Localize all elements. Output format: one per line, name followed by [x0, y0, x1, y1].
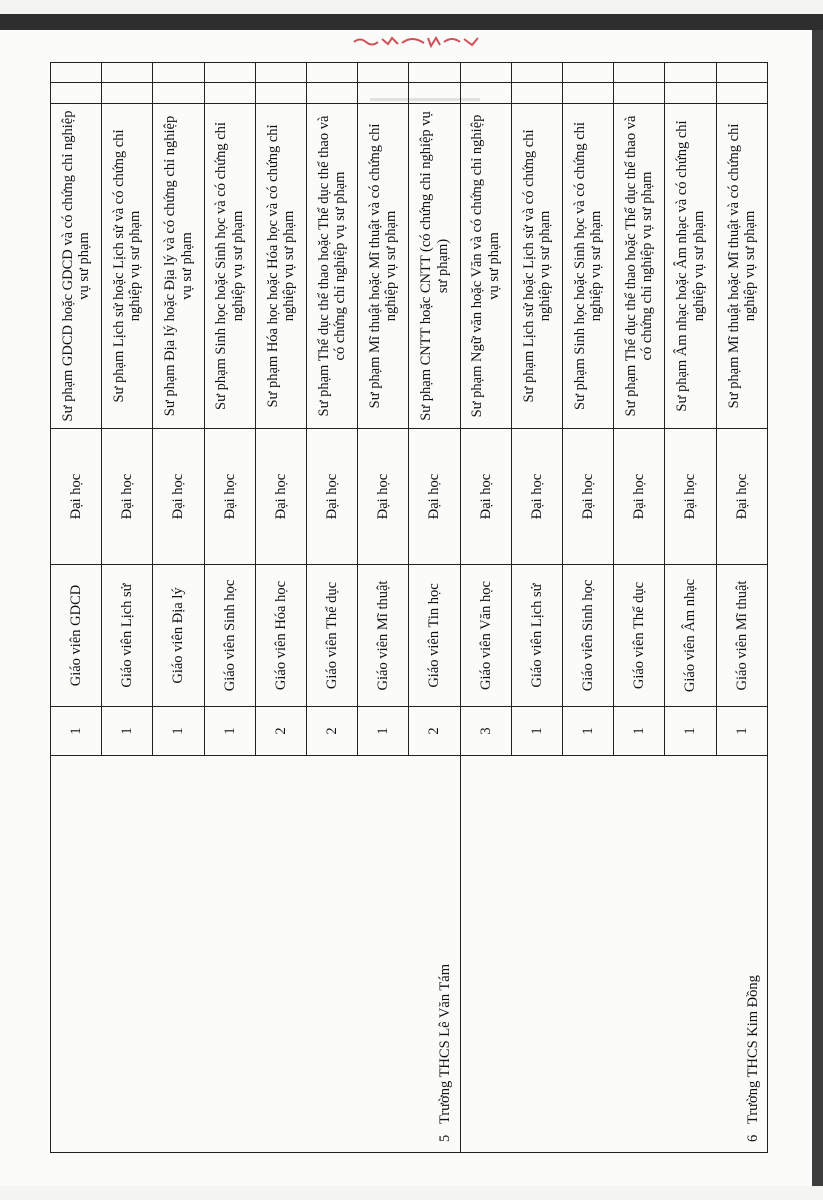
- empty-cell-1: [51, 83, 102, 104]
- bottom-strip: [0, 1186, 823, 1200]
- empty-cell-2: [51, 63, 102, 83]
- empty-cell-1: [716, 83, 767, 104]
- empty-cell-1: [409, 83, 460, 104]
- empty-cell-1: [307, 83, 358, 104]
- quantity-cell: 2: [307, 707, 358, 756]
- education-level-cell: Đại học: [460, 429, 511, 565]
- quantity-cell: 1: [102, 707, 153, 756]
- position-cell: Giáo viên Sinh học: [204, 565, 255, 707]
- major-requirement-cell: Sư phạm Thể dục thể thao hoặc Thể dục thể thao và có chứng chỉ nghiệp vụ sư phạm: [614, 104, 665, 429]
- major-requirement-cell: Sư phạm Lịch sử hoặc Lịch sử và có chứng chỉ nghiệp vụ sư phạm: [511, 104, 562, 429]
- major-requirement-cell: Sư phạm Hóa học hoặc Hóa học và có chứng chỉ nghiệp vụ sư phạm: [255, 104, 306, 429]
- major-requirement-cell: Sư phạm Sinh học hoặc Sinh học và có chứng chỉ nghiệp vụ sư phạm: [563, 104, 614, 429]
- major-requirement-cell: Sư phạm CNTT hoặc CNTT (có chứng chỉ nghiệp vụ sư phạm): [409, 104, 460, 429]
- position-cell: Giáo viên Thể dục: [307, 565, 358, 707]
- education-level-cell: Đại học: [51, 429, 102, 565]
- major-requirement-cell: Sư phạm Thể dục thể thao hoặc Thể dục thể thao và có chứng chỉ nghiệp vụ sư phạm: [307, 104, 358, 429]
- position-cell: Giáo viên Văn học: [460, 565, 511, 707]
- empty-cell-1: [460, 83, 511, 104]
- empty-cell-2: [563, 63, 614, 83]
- empty-cell-2: [716, 63, 767, 83]
- top-divider: [0, 14, 823, 30]
- red-stamp-fragment: [352, 34, 482, 48]
- quantity-cell: 1: [51, 707, 102, 756]
- school-cell: [460, 756, 767, 1153]
- empty-cell-1: [255, 83, 306, 104]
- education-level-cell: Đại học: [511, 429, 562, 565]
- quantity-cell: 1: [716, 707, 767, 756]
- empty-cell-2: [460, 63, 511, 83]
- position-cell: Giáo viên Sinh học: [563, 565, 614, 707]
- quantity-cell: 1: [358, 707, 409, 756]
- education-level-cell: Đại học: [716, 429, 767, 565]
- empty-cell-1: [563, 83, 614, 104]
- education-level-cell: Đại học: [665, 429, 716, 565]
- empty-cell-2: [255, 63, 306, 83]
- school-number: 6: [744, 1134, 761, 1142]
- education-level-cell: Đại học: [358, 429, 409, 565]
- quantity-cell: 1: [153, 707, 204, 756]
- quantity-cell: 2: [255, 707, 306, 756]
- education-level-cell: Đại học: [409, 429, 460, 565]
- quantity-cell: 1: [614, 707, 665, 756]
- quantity-cell: 1: [511, 707, 562, 756]
- position-cell: Giáo viên Mĩ thuật: [358, 565, 409, 707]
- major-requirement-cell: Sư phạm Lịch sử hoặc Lịch sử và có chứng chỉ nghiệp vụ sư phạm: [102, 104, 153, 429]
- empty-cell-1: [665, 83, 716, 104]
- education-level-cell: Đại học: [255, 429, 306, 565]
- school-name: Trường THCS Kim Đồng: [744, 975, 761, 1124]
- position-cell: Giáo viên Hóa học: [255, 565, 306, 707]
- empty-cell-2: [153, 63, 204, 83]
- empty-cell-1: [614, 83, 665, 104]
- education-level-cell: Đại học: [614, 429, 665, 565]
- education-level-cell: Đại học: [563, 429, 614, 565]
- school-cell: [51, 756, 461, 1153]
- position-cell: Giáo viên Địa lý: [153, 565, 204, 707]
- position-cell: Giáo viên Lịch sử: [102, 565, 153, 707]
- empty-cell-2: [102, 63, 153, 83]
- empty-cell-1: [358, 83, 409, 104]
- major-requirement-cell: Sư phạm Sinh học hoặc Sinh học và có chứng chỉ nghiệp vụ sư phạm: [204, 104, 255, 429]
- position-cell: Giáo viên Âm nhạc: [665, 565, 716, 707]
- empty-cell-2: [204, 63, 255, 83]
- education-level-cell: Đại học: [153, 429, 204, 565]
- empty-cell-1: [511, 83, 562, 104]
- major-requirement-cell: Sư phạm Ngữ văn hoặc Văn và có chứng chỉ nghiệp vụ sư phạm: [460, 104, 511, 429]
- empty-cell-2: [307, 63, 358, 83]
- major-requirement-cell: Sư phạm Âm nhạc hoặc Âm nhạc và có chứng chỉ nghiệp vụ sư phạm: [665, 104, 716, 429]
- position-cell: Giáo viên Thể dục: [614, 565, 665, 707]
- recruitment-table: [50, 62, 768, 1153]
- empty-cell-1: [204, 83, 255, 104]
- quantity-cell: 1: [563, 707, 614, 756]
- top-strip: [0, 0, 823, 14]
- position-cell: Giáo viên Mĩ thuật: [716, 565, 767, 707]
- empty-cell-1: [153, 83, 204, 104]
- quantity-cell: 1: [204, 707, 255, 756]
- major-requirement-cell: Sư phạm Địa lý hoặc Địa lý và có chứng chỉ nghiệp vụ sư phạm: [153, 104, 204, 429]
- empty-cell-2: [614, 63, 665, 83]
- education-level-cell: Đại học: [307, 429, 358, 565]
- school-number: 5: [437, 1134, 454, 1142]
- position-cell: Giáo viên Tin học: [409, 565, 460, 707]
- major-requirement-cell: Sư phạm Mĩ thuật hoặc Mĩ thuật và có chứng chỉ nghiệp vụ sư phạm: [358, 104, 409, 429]
- rotated-table-frame: [50, 63, 768, 1153]
- empty-cell-2: [358, 63, 409, 83]
- education-level-cell: Đại học: [102, 429, 153, 565]
- empty-cell-2: [665, 63, 716, 83]
- table-row: [51, 63, 102, 1153]
- major-requirement-cell: Sư phạm GDCD hoặc GDCD và có chứng chỉ nghiệp vụ sư phạm: [51, 104, 102, 429]
- major-requirement-cell: Sư phạm Mĩ thuật hoặc Mĩ thuật và có chứng chỉ nghiệp vụ sư phạm: [716, 104, 767, 429]
- quantity-cell: 3: [460, 707, 511, 756]
- education-level-cell: Đại học: [204, 429, 255, 565]
- empty-cell-1: [102, 83, 153, 104]
- quantity-cell: 2: [409, 707, 460, 756]
- position-cell: Giáo viên Lịch sử: [511, 565, 562, 707]
- table-row: [460, 63, 511, 1153]
- quantity-cell: 1: [665, 707, 716, 756]
- empty-cell-2: [511, 63, 562, 83]
- position-cell: Giáo viên GDCD: [51, 565, 102, 707]
- empty-cell-2: [409, 63, 460, 83]
- table-body: [51, 63, 768, 1153]
- school-name: Trường THCS Lê Văn Tám: [437, 963, 454, 1124]
